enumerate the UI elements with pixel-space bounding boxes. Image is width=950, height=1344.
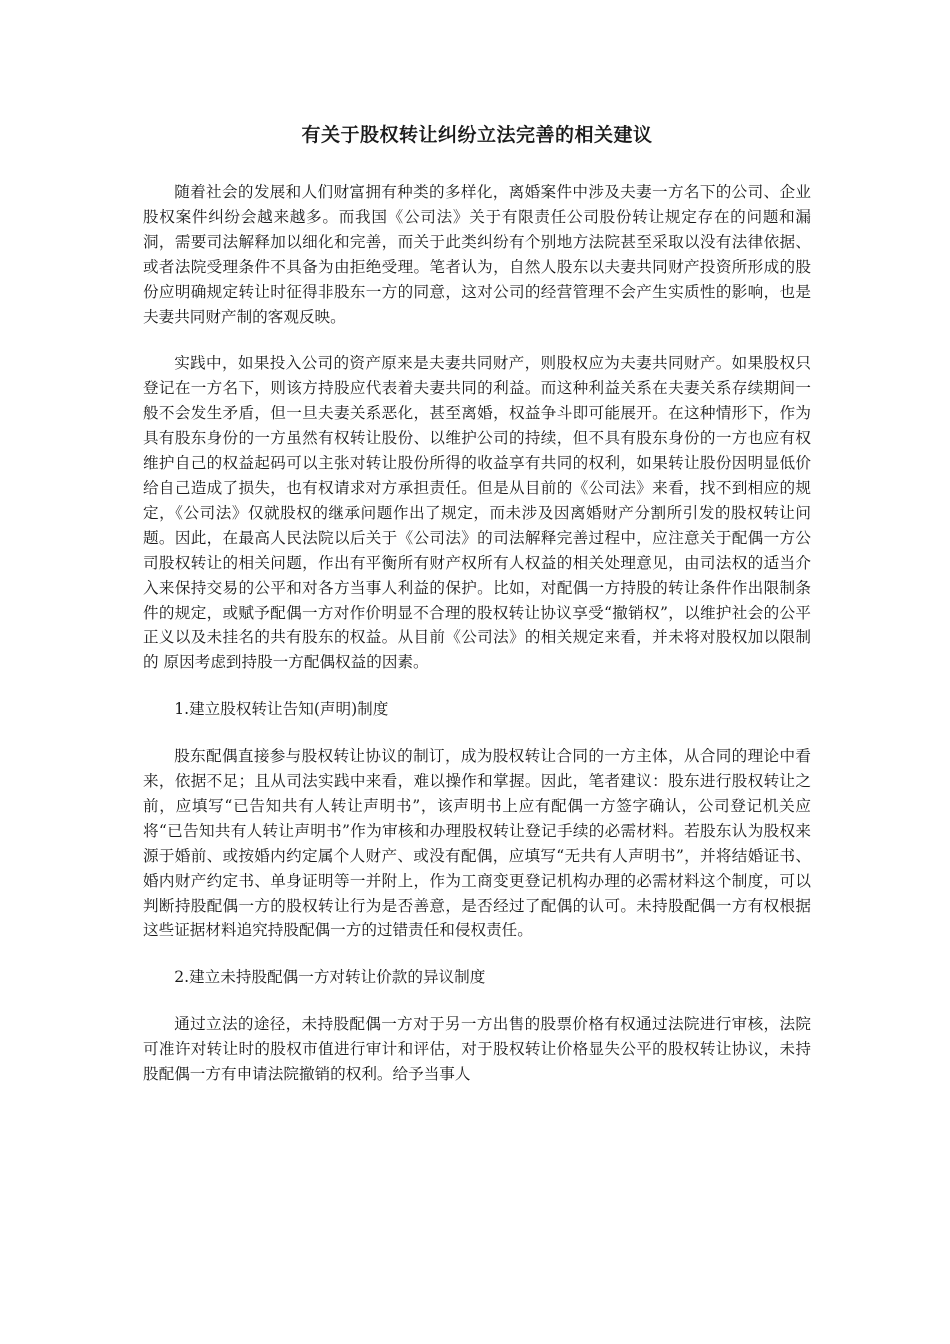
paragraph-intro: 随着社会的发展和人们财富拥有种类的多样化，离婚案件中涉及夫妻一方名下的公司、企业股权案件纠纷会越来越多。而我国《公司法》关于有限责任公司股份转让规定存在的问题和漏洞，需要司法解释加以细化和完善，而关于此类纠纷有个别地方法院甚至采取以没有法律依据、或者法院受理条件不具备为由拒绝受理。笔者认为，自然人股东以夫妻共同财产投资所形成的股份应明确规定转让时征得非股东一方的同意，这对公司的经营管理不会产生实质性的影响，也是夫妻共同财产制的客观反映。	[143, 183, 811, 326]
document-title: 有关于股权转让纠纷立法完善的相关建议	[301, 124, 653, 146]
paragraph-notice-system: 股东配偶直接参与股权转让协议的制订，成为股权转让合同的一方主体，从合同的理论中看来，依据不足；且从司法实践中来看，难以操作和掌握。因此，笔者建议：股东进行股权转让之前，应填写“已告知共有人转让声明书”，该声明书上应有配偶一方签字确认，公司登记机关应将“已告知共有人转让声明书”作为审核和办理股权转让登记手续的必需材料。若股东认为股权来源于婚前、或按婚内约定属个人财产、或没有配偶，应填写“无共有人声明书”，并将结婚证书、婚内财产约定书、单身证明等一并附上，作为工商变更登记机构办理的必需材料这个制度，可以判断持股配偶一方的股权转让行为是否善意，是否经过了配偶的认可。未持股配偶一方有权根据这些证据材料追究持股配偶一方的过错责任和侵权责任。	[143, 747, 811, 940]
section-heading-2: 2.建立未持股配偶一方对转让价款的异议制度	[174, 968, 486, 987]
paragraph-objection-system: 通过立法的途径，未持股配偶一方对于另一方出售的股票价格有权通过法院进行审核，法院可准许对转让时的股权市值进行审计和评估，对于股权转让价格显失公平的股权转让协议，未持股配偶一方有申请法院撤销的权利。给予当事人	[143, 1015, 811, 1084]
section-heading-1: 1.建立股权转让告知(声明)制度	[174, 700, 389, 719]
paragraph-practice: 实践中，如果投入公司的资产原来是夫妻共同财产，则股权应为夫妻共同财产。如果股权只登记在一方名下，则该方持股应代表着夫妻共同的利益。而这种利益关系在夫妻关系存续期间一般不会发生矛盾，但一旦夫妻关系恶化，甚至离婚，权益争斗即可能展开。在这种情形下，作为具有股东身份的一方虽然有权转让股份、以维护公司的持续，但不具有股东身份的一方也应有权维护自己的权益起码可以主张对转让股份所得的收益享有共同的权利，如果转让股份因明显低价给自己造成了损失，也有权请求对方承担责任。但是从目前的《公司法》来看，找不到相应的规定，《公司法》仅就股权的继承问题作出了规定，而未涉及因离婚财产分割所引发的股权转让问题。因此，在最高人民法院以后关于《公司法》的司法解释完善过程中，应注意关于配偶一方公司股权转让的相关问题，作出有平衡所有财产权所有人权益的相关处理意见，由司法权的适当介入来保持交易的公平和对各方当事人利益的保护。比如，对配偶一方持股的转让条件作出限制条件的规定，或赋予配偶一方对作价明显不合理的股权转让协议享受“撤销权”，以维护社会的公平正义以及未挂名的共有股东的权益。从目前《公司法》的相关规定来看，并未将对股权加以限制的 原因考虑到持股一方配偶权益的因素。	[143, 354, 811, 672]
